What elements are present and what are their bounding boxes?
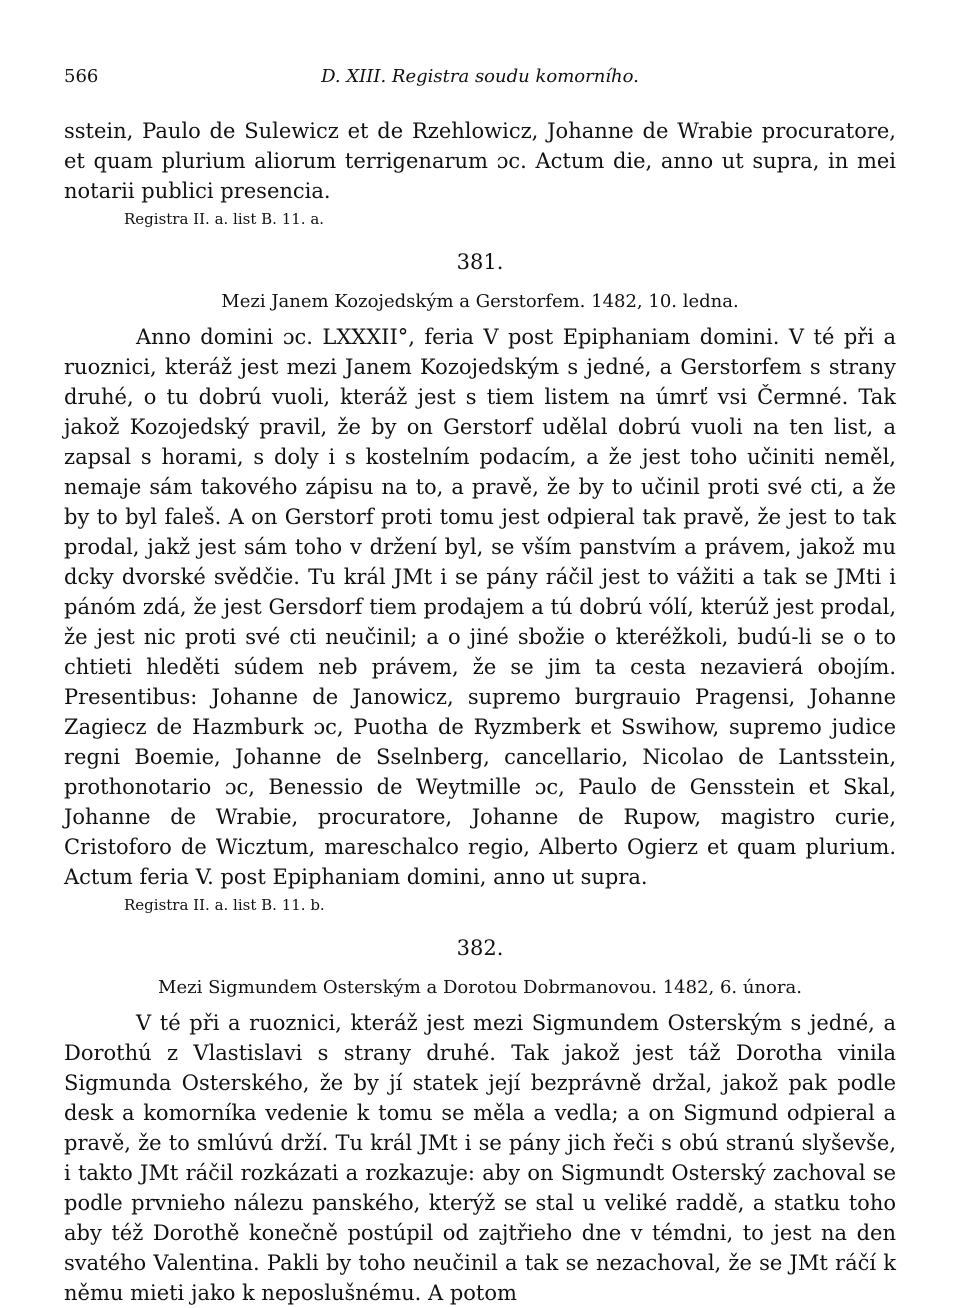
- entry-heading: Mezi Sigmundem Osterským a Dorotou Dobrmanovou. 1482, 6. února.: [158, 977, 802, 998]
- entry-number: 381.: [456, 250, 504, 274]
- entry-number: 382.: [456, 936, 504, 960]
- running-title: D. XIII. Registra soudu komorního.: [321, 66, 639, 87]
- continuation-paragraph: sstein, Paulo de Sulewicz et de Rzehlowicz, Johanne de Wrabie procuratore, et quam plurium aliorum terrigenarum ɔc. Actum die, anno ut supra, in mei notarii publici presencia.: [64, 119, 896, 203]
- entry-paragraph: Anno domini ɔc. LXXXII°, feria V post Epiphaniam domini. V té při a ruoznici, kteráž jest mezi Janem Kozojedským s jedné, a Gerstorfem s strany druhé, o tu dobrú vuoli, kteráž jest s tiem listem na úmrť vsi Čermné. Tak jakož Kozojedský pravil, že by on Gerstorf udělal dobrú vuoli na ten list, a zapsal s horami, s doly i s kostelním podacím, a že jest toho učiniti neměl, nemaje sám takového zápisu na to, a pravě, že by to učinil proti své cti, a že by to byl faleš. A on Gerstorf proti tomu jest odpieral tak pravě, že jest to tak prodal, jakž jest sám toho v držení byl, se vším panstvím a právem, jakož mu dcky dvorské svědčie. Tu král JMt i se pány ráčil jest to vážiti a tak se JMti i pánóm zdá, že jest Gersdorf tiem prodajem a tú dobrú vólí, kterúž jest prodal, že jest nic proti své cti neučinil; a o jiné sbožie o kteréžkoli, budú-li se o to chtieti hleděti súdem neb právem, že se jim ta cesta nezavierá obojím. Presentibus: Johanne de Janowicz, supremo burgrauio Pragensi, Johanne Zagiecz de Hazmburk ɔc, Puotha de Ryzmberk et Sswihow, supremo judice regni Boemie, Johanne de Sselnberg, cancellario, Nicolao de Lantsstein, prothonotario ɔc, Benessio de Weytmille ɔc, Paulo de Gensstein et Skal, Johanne de Wrabie, procuratore, Johanne de Rupow, magistro curie, Cristoforo de Wicztum, mareschalco regio, Alberto Ogierz et quam plurium. Actum feria V. post Epiphaniam domini, anno ut supra.: [64, 325, 896, 889]
- source-reference: Registra II. a. list B. 11. a.: [124, 210, 325, 228]
- entry-paragraph: V té při a ruoznici, kteráž jest mezi Sigmundem Osterským s jedné, a Dorothú z Vlastislavi s strany druhé. Tak jakož jest táž Dorotha vinila Sigmunda Osterského, že by jí statek její bezprávně držal, jakož pak podle desk a komorníka vedenie k tomu se měla a vedla; a on Sigmund odpieral a pravě, že to smlúvú drží. Tu král JMt i se pány jich řeči s obú stranú slyševše, i takto JMt ráčil rozkázati a rozkazuje: aby on Sigmundt Osterský zachoval se podle prvnieho nálezu panského, kterýž se stal u veliké raddě, a statku toho aby též Dorothě konečně postúpil od zajtřieho dne v témdni, to jest na den svatého Valentina. Pakli by toho neučinil a tak se nezachoval, že se JMt ráčí k němu mieti jako k neposlušnému. A potom: [64, 1011, 896, 1305]
- body-text: [64, 116, 896, 1308]
- entry-heading: Mezi Janem Kozojedským a Gerstorfem. 1482, 10. ledna.: [221, 291, 739, 312]
- page-number: 566: [64, 66, 99, 87]
- source-reference: Registra II. a. list B. 11. b.: [124, 896, 325, 914]
- running-head: [64, 62, 896, 92]
